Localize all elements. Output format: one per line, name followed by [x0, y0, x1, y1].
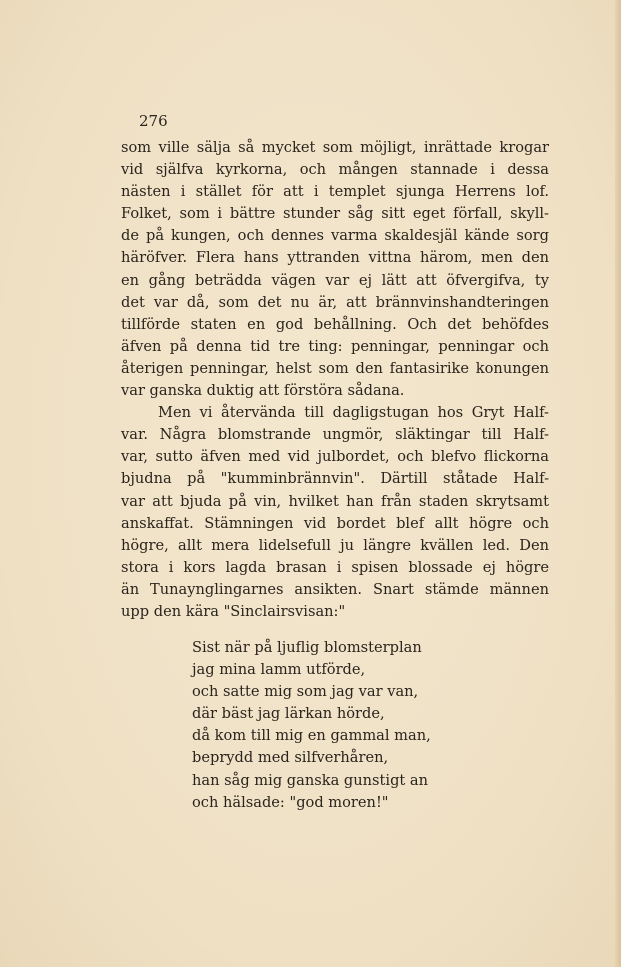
- text-line: upp den kära "Sinclairsvisan:": [121, 602, 346, 620]
- text-line: äfven på denna tid tre ting: penningar, penningar och: [121, 337, 549, 355]
- text-line: än Tunaynglingarnes ansikten. Snart stämde männen: [121, 580, 549, 598]
- text-line: tillförde staten en god behållning. Och det behöfdes: [121, 315, 549, 333]
- poem-line: Sist när på ljuflig blomsterplan: [192, 639, 422, 656]
- text-line: var ganska duktig att förstöra sådana.: [121, 382, 405, 400]
- text-line: de på kungen, och dennes varma skaldesjäl kände sorg: [121, 227, 549, 245]
- poem-line: där bäst jag lärkan hörde,: [192, 705, 385, 723]
- text-line: nästen i stället för att i templet sjunga Herrens lof.: [121, 183, 549, 201]
- poem-line: då kom till mig en gammal man,: [192, 727, 431, 745]
- text-line: vid själfva kyrkorna, och mången stannade i dessa: [121, 161, 549, 179]
- text-line: Folket, som i bättre stunder såg sitt eget förfall, skyll-: [121, 205, 549, 223]
- text-line: anskaffat. Stämningen vid bordet blef allt högre och: [121, 514, 549, 532]
- page-number: 276: [139, 112, 168, 130]
- body-text: [121, 137, 549, 623]
- text-line: det var då, som det nu är, att brännvinshandteringen: [121, 293, 549, 311]
- text-line: Men vi återvända till dagligstugan hos Gryt Half-: [158, 404, 549, 422]
- poem-line: och satte mig som jag var van,: [192, 683, 419, 701]
- text-line: var att bjuda på vin, hvilket han från staden skrytsamt: [121, 492, 549, 510]
- poem-line: han såg mig ganska gunstigt an: [192, 771, 429, 789]
- text-line: högre, allt mera lidelsefull ju längre kvällen led. Den: [121, 536, 549, 554]
- paragraph: [121, 402, 549, 623]
- text-line: som ville sälja så mycket som möjligt, inrättade krogar: [121, 139, 549, 156]
- text-line: häröfver. Flera hans yttranden vittna härom, men den: [121, 249, 549, 267]
- text-line: bjudna på "kumminbrännvin". Därtill ståtade Half-: [121, 470, 549, 488]
- poem: [192, 637, 431, 814]
- text-line: var. Några blomstrande ungmör, släktingar till Half-: [121, 426, 549, 444]
- text-line: stora i kors lagda brasan i spisen blossade ej högre: [121, 558, 549, 576]
- poem-line: beprydd med silfverhåren,: [192, 749, 389, 767]
- poem-line: jag mina lamm utförde,: [192, 661, 366, 679]
- page-edge: [615, 0, 621, 967]
- text-line: var, sutto äfven med vid julbordet, och blefvo flickorna: [121, 448, 549, 466]
- paragraph: [121, 137, 549, 402]
- poem-line: och hälsade: "god moren!": [192, 793, 389, 811]
- text-line: en gång beträdda vägen var ej lätt att öfvergifva, ty: [121, 271, 549, 289]
- text-line: återigen penningar, helst som den fantasirike konungen: [121, 359, 549, 377]
